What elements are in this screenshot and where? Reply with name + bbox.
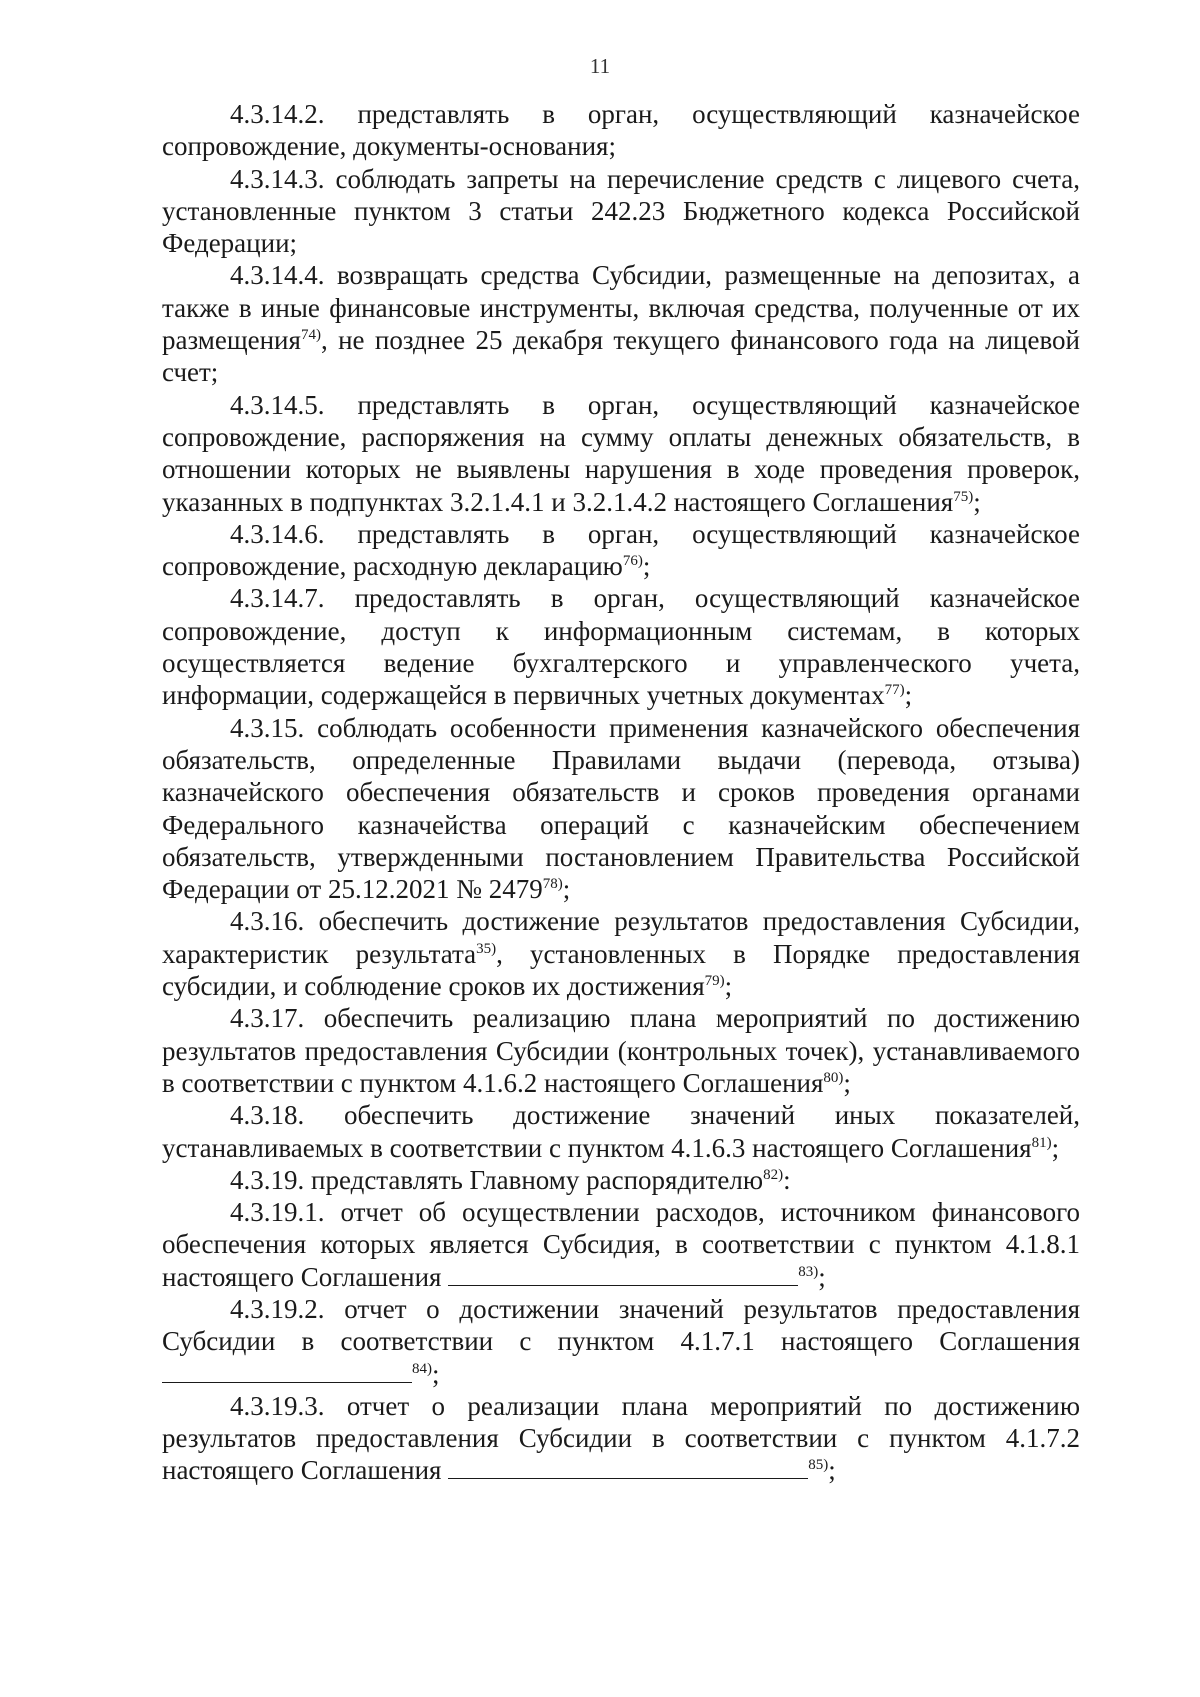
paragraph-4-3-14-7: 4.3.14.7. предоставлять в орган, осуществляющий казначейское сопровождение, доступ к информационным системам, в которых осуществляется ведение бухгалтерского и управленческого учета, информации, содержащейся в первичных учетных документах$^{77)}$;	[162, 583, 1080, 711]
paragraph-4-3-14-6: 4.3.14.6. представлять в орган, осуществляющий казначейское сопровождение, расходную декларацию$^{76)}$;	[162, 518, 1080, 582]
footnote-ref: 82)	[763, 1166, 784, 1183]
fill-in-blank	[448, 1263, 798, 1286]
document-body	[162, 98, 1080, 1487]
paragraph-4-3-14-3: 4.3.14.3. соблюдать запреты на перечисление средств с лицевого счета, установленные пунктом 3 статьи 242.23 Бюджетного кодекса Российской Федерации;	[162, 163, 1080, 259]
footnote-ref: 81)	[1031, 1134, 1052, 1151]
footnote-ref: 76)	[622, 553, 643, 570]
paragraph-4-3-18: 4.3.18. обеспечить достижение значений иных показателей, устанавливаемых в соответствии с пунктом 4.1.6.3 настоящего Соглашения$^{81)}$;	[162, 1100, 1080, 1163]
footnote-ref: 78)	[542, 876, 563, 893]
footnote-ref: 79)	[704, 973, 725, 990]
footnote-ref: 85)	[808, 1457, 829, 1474]
footnote-ref: 35)	[476, 940, 497, 957]
paragraph-4-3-15: 4.3.15. соблюдать особенности применения казначейского обеспечения обязательств, определенные Правилами выдачи (перевода, отзыва) казначейского обеспечения обязательств и сроков проведения органами Федерального казначейства операций с казначейским обеспечением обязательств, утвержденными постановлением Правительства Российской Федерации от 25.12.2021 № 2479$^{78)}$;	[162, 712, 1080, 905]
footnote-ref: 84)	[412, 1360, 432, 1377]
footnote-ref: 74)	[300, 327, 321, 344]
paragraph-4-3-19: 4.3.19. представлять Главному распорядителю$^{82)}$:	[230, 1164, 791, 1195]
page-number: 11	[589, 54, 611, 78]
paragraph-4-3-19-1: 4.3.19.1. отчет об осуществлении расходов, источником финансового обеспечения которых является Субсидия, в соответствии с пунктом 4.1.8.1 настоящего Соглашения $^{83)}$;	[162, 1197, 1080, 1292]
paragraph-4-3-14-5: 4.3.14.5. представлять в орган, осуществляющий казначейское сопровождение, распоряжения на сумму оплаты денежных обязательств, в отношении которых не выявлены нарушения в ходе проведения проверок, указанных в подпунктах 3.2.1.4.1 и 3.2.1.4.2 настоящего Соглашения$^{75)}$;	[162, 389, 1080, 517]
paragraph-4-3-14-2: 4.3.14.2. представлять в орган, осуществляющий казначейское сопровождение, документы-основания;	[162, 99, 1080, 162]
fill-in-blank	[448, 1456, 808, 1479]
paragraph-4-3-17: 4.3.17. обеспечить реализацию плана мероприятий по достижению результатов предоставления Субсидии (контрольных точек), устанавливаемого в соответствии с пунктом 4.1.6.2 настоящего Соглашения$^{80)}$;	[162, 1003, 1080, 1098]
footnote-ref: 80)	[823, 1069, 844, 1086]
paragraph-4-3-14-4: 4.3.14.4. возвращать средства Субсидии, размещенные на депозитах, а также в иные финансовые инструменты, включая средства, полученные от их размещения$^{74)}$, не позднее 25 декабря текущего финансового года на лицевой счет;	[162, 260, 1080, 388]
footnote-ref: 77)	[884, 682, 905, 699]
footnote-ref: 83)	[798, 1263, 819, 1280]
footnote-ref: 75)	[953, 488, 974, 505]
fill-in-blank	[162, 1360, 412, 1383]
paragraph-4-3-16: 4.3.16. обеспечить достижение результатов предоставления Субсидии, характеристик результата$^{35)}$, установленных в Порядке предоставления субсидии, и соблюдение сроков их достижения$^{79)}$;	[162, 906, 1080, 1002]
paragraph-4-3-19-2: 4.3.19.2. отчет о достижении значений результатов предоставления Субсидии в соответствии с пунктом 4.1.7.1 настоящего Соглашения $^{84)}$;	[162, 1293, 1080, 1389]
paragraph-4-3-19-3: 4.3.19.3. отчет о реализации плана мероприятий по достижению результатов предоставления Субсидии в соответствии с пунктом 4.1.7.2 настоящего Соглашения $^{85)}$;	[162, 1390, 1080, 1486]
